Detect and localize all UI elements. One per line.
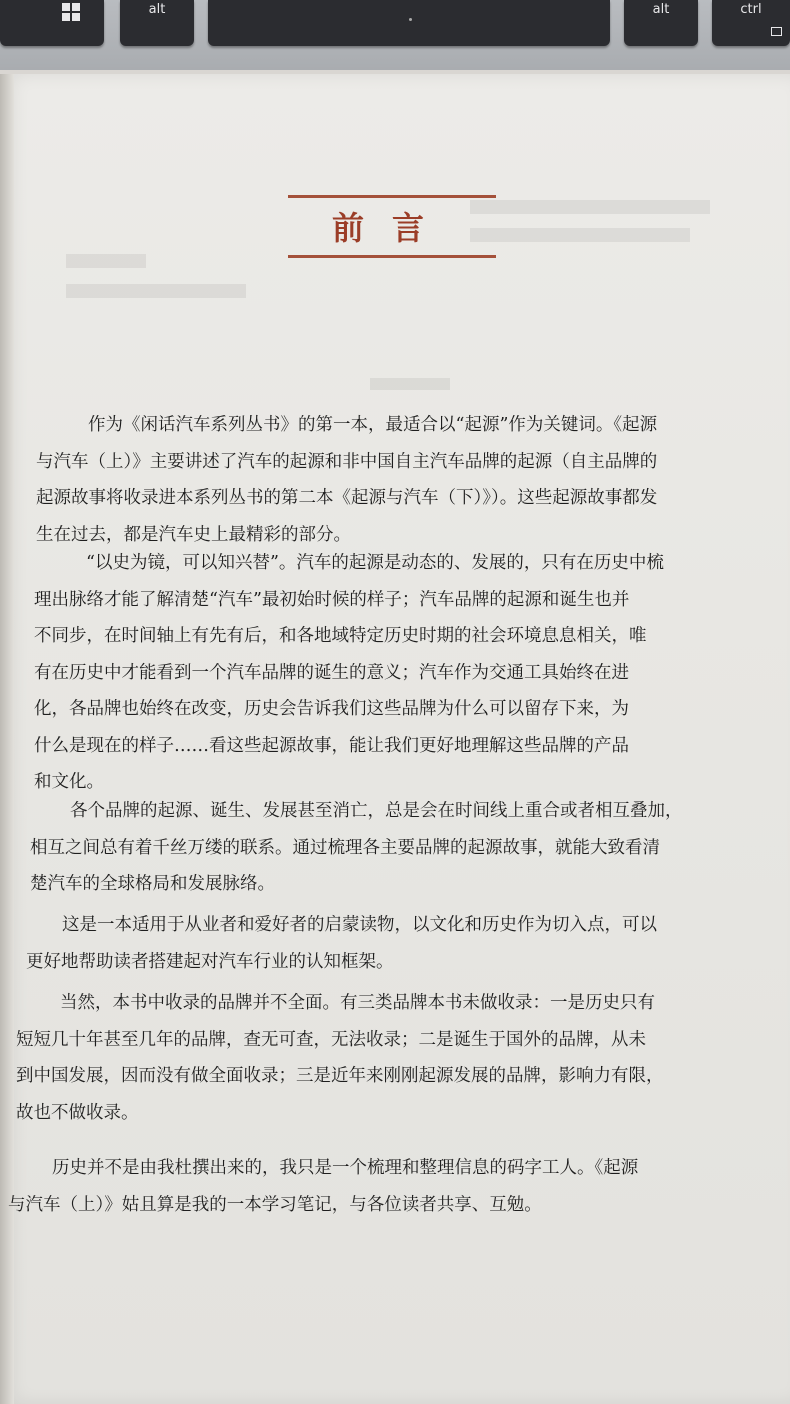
text-line: 更好地帮助读者搭建起对汽车行业的认知框架。 [26, 951, 394, 972]
text-line: 起源故事将收录进本系列丛书的第二本《起源与汽车（下）》）。这些起源故事都发 [36, 488, 658, 508]
text-line: 到中国发展，因而没有做全面收录；三是近年来刚刚起源发展的品牌，影响力有限， [16, 1066, 664, 1086]
text-line: 作为《闲话汽车系列丛书》的第一本，最适合以“起源”作为关键词。《起源 [88, 415, 658, 435]
bleed-through [470, 228, 690, 242]
text-line: 这是一本适用于从业者和爱好者的启蒙读物，以文化和历史作为切入点，可以 [62, 915, 657, 935]
space-bar[interactable] [208, 0, 610, 46]
title-rule-top [288, 195, 496, 198]
text-line: 生在过去，都是汽车史上最精彩的部分。 [36, 524, 351, 545]
alt-key-right[interactable] [624, 0, 698, 46]
paragraph-3 [30, 793, 683, 903]
text-line: 与汽车（上）》姑且算是我的一本学习笔记，与各位读者共享、互勉。 [8, 1194, 542, 1215]
bleed-through [66, 284, 246, 298]
paragraph-6 [8, 1150, 638, 1223]
windows-logo-icon [62, 3, 80, 21]
text-line: 理出脉络才能了解清楚“汽车”最初始时候的样子；汽车品牌的起源和诞生也并 [34, 589, 630, 610]
text-line: 化，各品牌也始终在改变，历史会告诉我们这些品牌为什么可以留存下来，为 [34, 699, 629, 719]
space-bar-dot-icon [409, 18, 412, 21]
page-title: 前言 [331, 209, 452, 247]
paragraph-1 [36, 407, 657, 553]
text-line: 各个品牌的起源、诞生、发展甚至消亡，总是会在时间线上重合或者相互叠加， [70, 801, 683, 821]
paragraph-2 [34, 545, 664, 801]
text-line: 与汽车（上）》主要讲述了汽车的起源和非中国自主汽车品牌的起源（自主品牌的 [36, 451, 658, 472]
text-line: 不同步，在时间轴上有先有后，和各地域特定历史时期的社会环境息息相关，唯 [34, 626, 647, 646]
text-line: 和文化。 [34, 772, 104, 792]
text-line: 相互之间总有着千丝万缕的联系。通过梳理各主要品牌的起源故事，就能大致看清 [30, 837, 660, 858]
text-line: 短短几十年甚至几年的品牌，查无可查，无法收录；二是诞生于国外的品牌，从未 [16, 1029, 646, 1050]
ctrl-key-label: ctrl [740, 2, 762, 17]
text-line: 楚汽车的全球格局和发展脉络。 [30, 874, 275, 894]
paragraph-4 [26, 907, 657, 980]
bleed-through [470, 200, 710, 214]
alt-key-left[interactable] [120, 0, 194, 46]
bleed-through [66, 254, 146, 268]
menu-icon [771, 27, 782, 36]
text-line: 历史并不是由我杜撰出来的，我只是一个梳理和整理信息的码字工人。《起源 [52, 1158, 639, 1178]
paragraph-5 [16, 985, 664, 1131]
text-line: 有在历史中才能看到一个汽车品牌的诞生的意义；汽车作为交通工具始终在进 [34, 662, 629, 683]
text-line: 当然，本书中收录的品牌并不全面。有三类品牌本书未做收录：一是历史只有 [60, 993, 655, 1013]
bleed-through [370, 378, 450, 390]
ctrl-key[interactable] [712, 0, 790, 46]
title-rule-bottom [288, 255, 496, 258]
text-line: 什么是现在的样子……看这些起源故事，能让我们更好地理解这些品牌的产品 [34, 735, 629, 756]
alt-key-label: alt [652, 2, 670, 17]
windows-key[interactable] [0, 0, 104, 46]
text-line: “以史为镜，可以知兴替”。汽车的起源是动态的、发展的，只有在历史中梳 [86, 553, 664, 573]
alt-key-label: alt [148, 2, 166, 17]
text-line: 故也不做收录。 [16, 1102, 139, 1123]
laptop-keyboard [0, 0, 790, 70]
